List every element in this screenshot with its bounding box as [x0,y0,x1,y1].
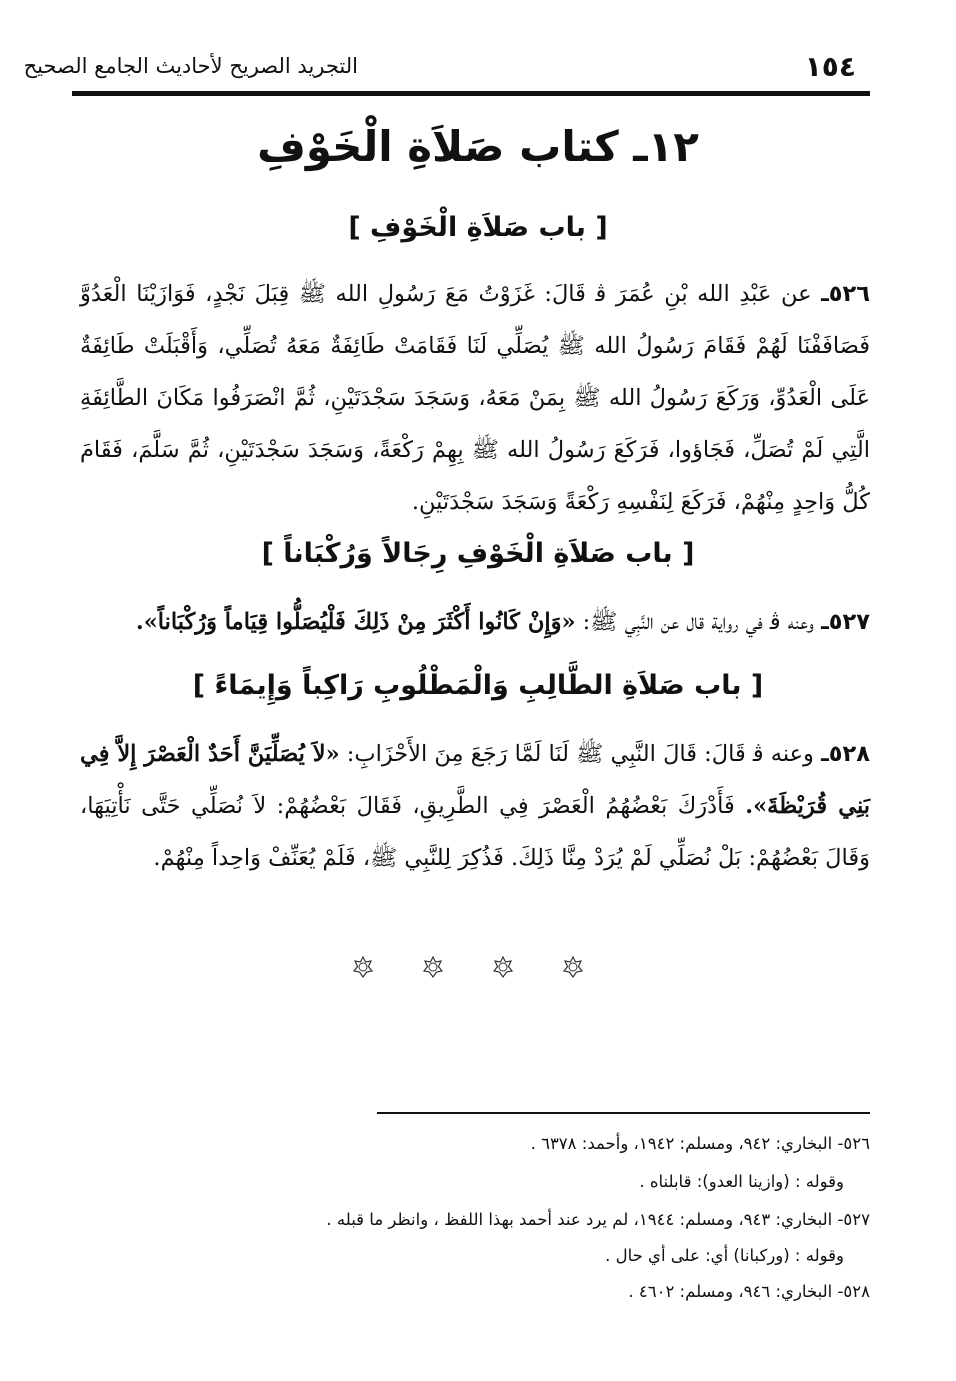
hadith-intro: وعنه ﭬ في رواية قال عن النَّبِي ﷺ: [575,609,814,635]
hadith-intro: وعنه ﭬ قَالَ: قَالَ النَّبِي ﷺ لَنَا لَمَّا رَجَعَ مِنَ الأَحْزَابِ: [339,741,814,767]
footnote-528: ٥٢٨- البخاري: ٩٤٦، ومسلم: ٤٦٠٢ . [628,1282,870,1301]
hadith-tail: فَأَدْرَكَ بَعْضُهُمُ الْعَصْرَ فِي الطَّرِيقِ، فَقَالَ بَعْضُهُمْ: لاَ نُصَلِّي حَتَّى نَأْتِيَهَا، وَقَالَ بَعْضُهُمْ: بَلْ نُصَلِّي لَمْ يُرَدْ مِنَّا ذَلِكَ. فَذُكِرَ لِلنَّبِي ﷺ، فَلَمْ يُعَنِّفْ وَاحِداً مِنْهُمْ. [80,793,870,871]
book-title: ١٢ـ كتاب صَلاَةِ الْخَوْفِ [257,122,699,171]
section-end-ornaments [352,956,584,982]
hadith-quote: «وَإِنْ كَانُوا أَكْثَرَ مِنْ ذَلِكَ فَلْيُصَلُّوا قِيَاماً وَرُكْبَاناً». [135,609,576,635]
section-heading-2: [ باب صَلاَةِ الْخَوْفِ رِجَالاً وَرُكْبَاناً ] [261,538,695,569]
hadith-number: ٥٢٨ـ [821,741,870,767]
page-number: ١٥٤ [804,50,856,83]
footnote-rule [377,1112,870,1114]
star-ornament-icon [562,956,584,978]
section-heading-3: [ باب صَلاَةِ الطَّالِبِ وَالْمَطْلُوبِ رَاكِباً وَإِيمَاءً ] [192,670,764,701]
star-ornament-icon [352,956,374,978]
hadith-number: ٥٢٦ـ [821,281,870,307]
footnote-527: ٥٢٧- البخاري: ٩٤٣، ومسلم: ١٩٤٤، لم يرد عند أحمد بهذا اللفظ ، وانظر ما قبله . [326,1210,870,1229]
hadith-number: ٥٢٧ـ [821,609,870,635]
star-ornament-icon [422,956,444,978]
hadith-quote: «لاَ يُصَلِّيَنَّ أَحَدٌ الْعَصْرَ إِلاَّ فِي بَنِي قُرَيْظَةَ». [80,741,870,819]
header-rule [72,91,870,96]
hadith-526 [80,268,870,528]
star-ornament-icon [492,956,514,978]
footnote-526-note: وقوله : (وازينا العدو): قابلناه . [639,1172,844,1191]
footnote-526: ٥٢٦- البخاري: ٩٤٢، ومسلم: ١٩٤٢، وأحمد: ٦٣٧٨ . [530,1134,870,1153]
hadith-528 [80,728,870,884]
footnote-527-note: وقوله : (وركبانا) أي: على أي حال . [605,1246,844,1265]
section-heading-1: [ باب صَلاَةِ الْخَوْفِ ] [348,212,608,243]
hadith-text: عن عَبْدِ الله بْنِ عُمَرَ ﭬ قَالَ: غَزَوْتُ مَعَ رَسُولِ الله ﷺ قِبَلَ نَجْدٍ، فَوَازَيْنَا الْعَدُوَّ فَصَافَفْنَا لَهُمْ فَقَامَ رَسُولُ الله ﷺ يُصَلِّي لَنَا فَقَامَتْ طَائِفَةٌ مَعَهُ تُصَلِّي، وَأَقْبَلَتْ طَائِفَةٌ عَلَى الْعَدُوِّ، وَرَكَعَ رَسُولُ الله ﷺ بِمَنْ مَعَهُ، وَسَجَدَ سَجْدَتَيْنِ، ثُمَّ انْصَرَفُوا مَكَانَ الطَّائِفَةِ الَّتِي لَمْ تُصَلِّ، فَجَاؤوا، فَرَكَعَ رَسُولُ الله ﷺ بِهِمْ رَكْعَةً، وَسَجَدَ سَجْدَتَيْنِ، ثُمَّ سَلَّمَ، فَقَامَ كُلُّ وَاحِدٍ مِنْهُمْ، فَرَكَعَ لِنَفْسِهِ رَكْعَةً وَسَجَدَ سَجْدَتَيْنِ. [80,281,870,515]
running-header-title: التجريد الصريح لأحاديث الجامع الصحيح [23,54,358,78]
hadith-527 [80,596,870,648]
